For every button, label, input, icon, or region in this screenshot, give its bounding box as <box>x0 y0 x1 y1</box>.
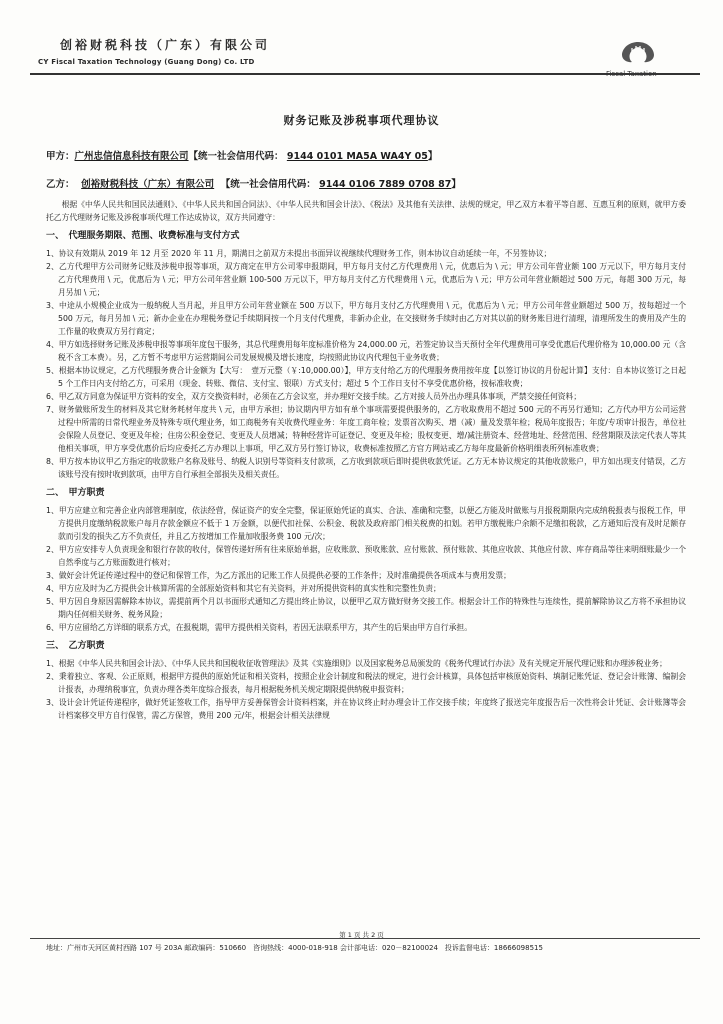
clause: 8、甲方按本协议甲乙方指定的收款账户名称及账号、纳税人识别号等资料支付款项，乙方收到款项后即时提供收款凭证。乙方无本协议规定的其他收款账户，甲方如出现支付错误，乙方该账号没有按时收到款项，由甲方自行承担全部损失及相关责任。 <box>46 457 686 479</box>
section-heading: 二、 甲方职责 <box>46 488 105 498</box>
section-heading: 一、 代理服务期限、范围、收费标准与支付方式 <box>46 231 240 241</box>
party-a-line <box>46 148 437 162</box>
party-a-name: 广州忠信信息科技有限公司 <box>74 151 189 162</box>
section-heading: 三、 乙方职责 <box>46 641 105 651</box>
clause: 6、甲方应留给乙方详细的联系方式，在报税期，需甲方提供相关资料，若因无法联系甲方，其产生的后果由甲方自行承担。 <box>46 623 472 632</box>
intro-paragraph: 根据《中华人民共和国民法通则》、《中华人民共和国合同法》、《中华人民共和国会计法》、《税法》及其他有关法律、法规的规定，甲乙双方本着平等自愿、互惠互利的原则，就甲方委托乙方代理财务记账及涉税事项代理工作达成协议，双方共同遵守： <box>46 200 686 222</box>
party-b-name: 创裕财税科技（广东）有限公司 <box>81 179 215 190</box>
party-b-code-end: 】 <box>451 179 461 190</box>
clause: 6、甲乙双方同意为保证甲方资料的安全，双方交换资料时，必须在乙方会议室，并办理好交接手续。乙方对接人员外出办理具体事项，严禁交接任何资料； <box>46 392 582 401</box>
company-logo-icon <box>618 40 658 66</box>
party-a-code: 9144 0101 MA5A WA4Y 05 <box>286 151 428 162</box>
party-a-label: 甲方： <box>46 151 75 162</box>
clause: 4、甲方如选择财务记账及涉税申报等事项年度包干服务，其总代理费用每年度标准价格为 24,000.00 元，若签定协议当天预付全年代理费用可享受优惠后代理价格为 10,000.00 元（含税不含工本费）。另，乙方暂不考虑甲方运营期间公司发展规模及增长速度，均按照此协议内代理包干业务收费； <box>46 340 687 362</box>
party-a-code-label: 【统一社会信用代码： <box>188 151 284 162</box>
clause: 2、乙方代理甲方公司财务记账及涉税申报等事项，双方商定在甲方公司零申报期间，甲方每月支付乙方代理费用 \ 元，优惠后为 \ 元；甲方公司年营业额 100 万元以下，甲方每月支付乙方代理费用 \ 元，优惠后为 \ 元；甲方公司年营业额 100-500 万元以下，甲方每月支付乙方代理费用 \ 元，优惠后为 \ 元；甲方公司年营业额超过 500 万元，每超 300 万元，每月另加 \ 元； <box>46 262 686 297</box>
clause: 5、甲方因自身原因需解除本协议，需提前两个月以书面形式通知乙方提出终止协议，以便甲乙双方做好财务交接工作。根据会计工作的特殊性与连续性，提前解除协议乙方将不承担协议期内任何相关财务、税务风险； <box>46 597 686 619</box>
clause: 4、甲方应及时为乙方提供会计核算所需的全部原始资料和其它有关资料，并对所提供资料的真实性和完整性负责； <box>46 584 441 593</box>
party-b-code-label: 【统一社会信用代码： <box>220 179 316 190</box>
page-number: 第 1 页 共 2 页 <box>339 931 384 939</box>
company-name-en: CY Fiscal Taxation Technology (Guang Dong) Co. LTD <box>38 58 255 66</box>
company-name-cn: 创裕财税科技（广东）有限公司 <box>60 38 271 52</box>
party-b-line <box>46 176 461 190</box>
footer-contact: 地址：广州市天河区黄村西路 107 号 203A 邮政编码：510660 咨询热线：4000-018-918 会计部电话：020－82100024 投诉监督电话：18666098515 <box>46 944 543 952</box>
party-b-code: 9144 0106 7889 0708 87 <box>319 179 452 190</box>
clause: 1、根据《中华人民共和国会计法》、《中华人民共和国税收征收管理法》及其《实施细则》以及国家税务总局颁发的《税务代理试行办法》及有关规定开展代理记账和办理涉税业务； <box>46 659 667 668</box>
clause: 2、秉着独立、客观、公正原则，根据甲方提供的原始凭证和相关资料，按照企业会计制度和税法的规定，进行会计核算，具体包括审核原始资料、填制记账凭证、登记会计账簿、编制会计报表，办理纳税事宜，负责办理各类年度综合报表，每月根据税务机关规定期限提供纳税申报资料； <box>46 672 686 694</box>
header-divider <box>30 73 700 75</box>
clause: 3、做好会计凭证传递过程中的登记和保管工作，为乙方派出的记账工作人员提供必要的工作条件；及时准确提供各项成本与费用发票； <box>46 571 511 580</box>
agreement-body <box>46 198 686 722</box>
clause: 1、协议有效期从 2019 年 12 月至 2020 年 11 月，期满日之前双方未提出书面异议视继续代理财务工作，则本协议自动延续一年，不另签协议； <box>46 249 552 258</box>
clause: 5、根据本协议规定，乙方代理服务费合计金额为【大写： 壹万元整（￥:10,000.00）】，甲方支付给乙方的代理服务费用按年度【以签订协议的月份起计算】支付：自本协议签订之日起 5 个工作日内支付给乙方，可采用（现金、转账、微信、支付宝、银联）方式支付；超过 5 个工作日支付不享受优惠价格，按标准收费； <box>46 366 686 388</box>
footer-divider <box>30 938 700 939</box>
clause: 2、甲方应安排专人负责现金和银行存款的收付，保管传递好所有往来原始单据，应收账款、预收账款、应付账款、预付账款、其他应收款、其他应付款、库存商品等往来明细账最少一个自然季度与乙方账面数进行核对； <box>46 545 686 567</box>
document-title: 财务记账及涉税事项代理协议 <box>283 114 440 127</box>
clause: 3、设计会计凭证传递程序，做好凭证签收工作，指导甲方妥善保管会计资料档案，并在协议终止时办理会计工作交接手续；年度终了报送完年度报告后一次性将会计凭证、会计账簿等会计档案移交甲方自行保管，需乙方保管，费用 200 元/年，根据会计相关法律规 <box>46 698 686 720</box>
party-a-code-end: 】 <box>427 151 438 162</box>
clause: 7、财务做账所发生的材料及其它财务耗材年度共 \ 元，由甲方承担；协议期内甲方如有单个事项需要提供服务的，乙方收取费用不超过 500 元的不再另行通知；乙方代办甲方公司运营过程中所需的日常代理业务及特殊专项代理业务，如工商税务有关收费代理业务：年度工商年检；发票首次购买、增（减）量及发票年检；税局年度报告；年度/专项审计报告，单位社会保险人员登记、变更及年检；住房公积金登记、变更及人员增减；特种经营许可证登记、变更及年检；股权变更、增/减注册资本、经营地址、经营范围、经营期限及法定代表人等其他相关事项，甲方享受优惠价后均应委托乙方办理以上事项，甲乙双方另行签订协议，收费标准按照乙方官方网站或乙方每年度最新价格明细表所列标准收费； <box>46 405 686 453</box>
party-b-label: 乙方： <box>46 179 75 190</box>
clause: 3、中途从小规模企业成为一般纳税人当月起，并且甲方公司年营业额在 500 万以下，甲方每月支付乙方代理费用 \ 元，优惠后为 \ 元；甲方公司年营业额超过 500 万，按每超过一个 500 万元，每月另加 \ 元；新办企业在办理税务登记手续期间按一个月支付代理费，非新办企业，在交接财务手续时由乙方对其以前的财务账目进行清理，清理所发生的费用及产生的工作量的收费双方另行商定； <box>46 301 686 336</box>
clause: 1、甲方应建立和完善企业内部管理制度，依法经营，保证资产的安全完整，保证原始凭证的真实、合法、准确和完整，以便乙方能及时做账与月报税期限内完成纳税报表与报税工作，甲方提供月度缴纳税款账户每月存款金额应不低于 1 万金额，以便代扣社保、公积金、税款及政府部门相关税费的扣划。若甲方缴税账户余额不足缴扣税款，乙方通知后没有及时足额存款而引发的损失乙方不负责任，并且乙方按增加工作量加收服务费 100 元/次； <box>46 506 686 541</box>
logo-caption: Fiscal Taxation <box>606 70 657 78</box>
